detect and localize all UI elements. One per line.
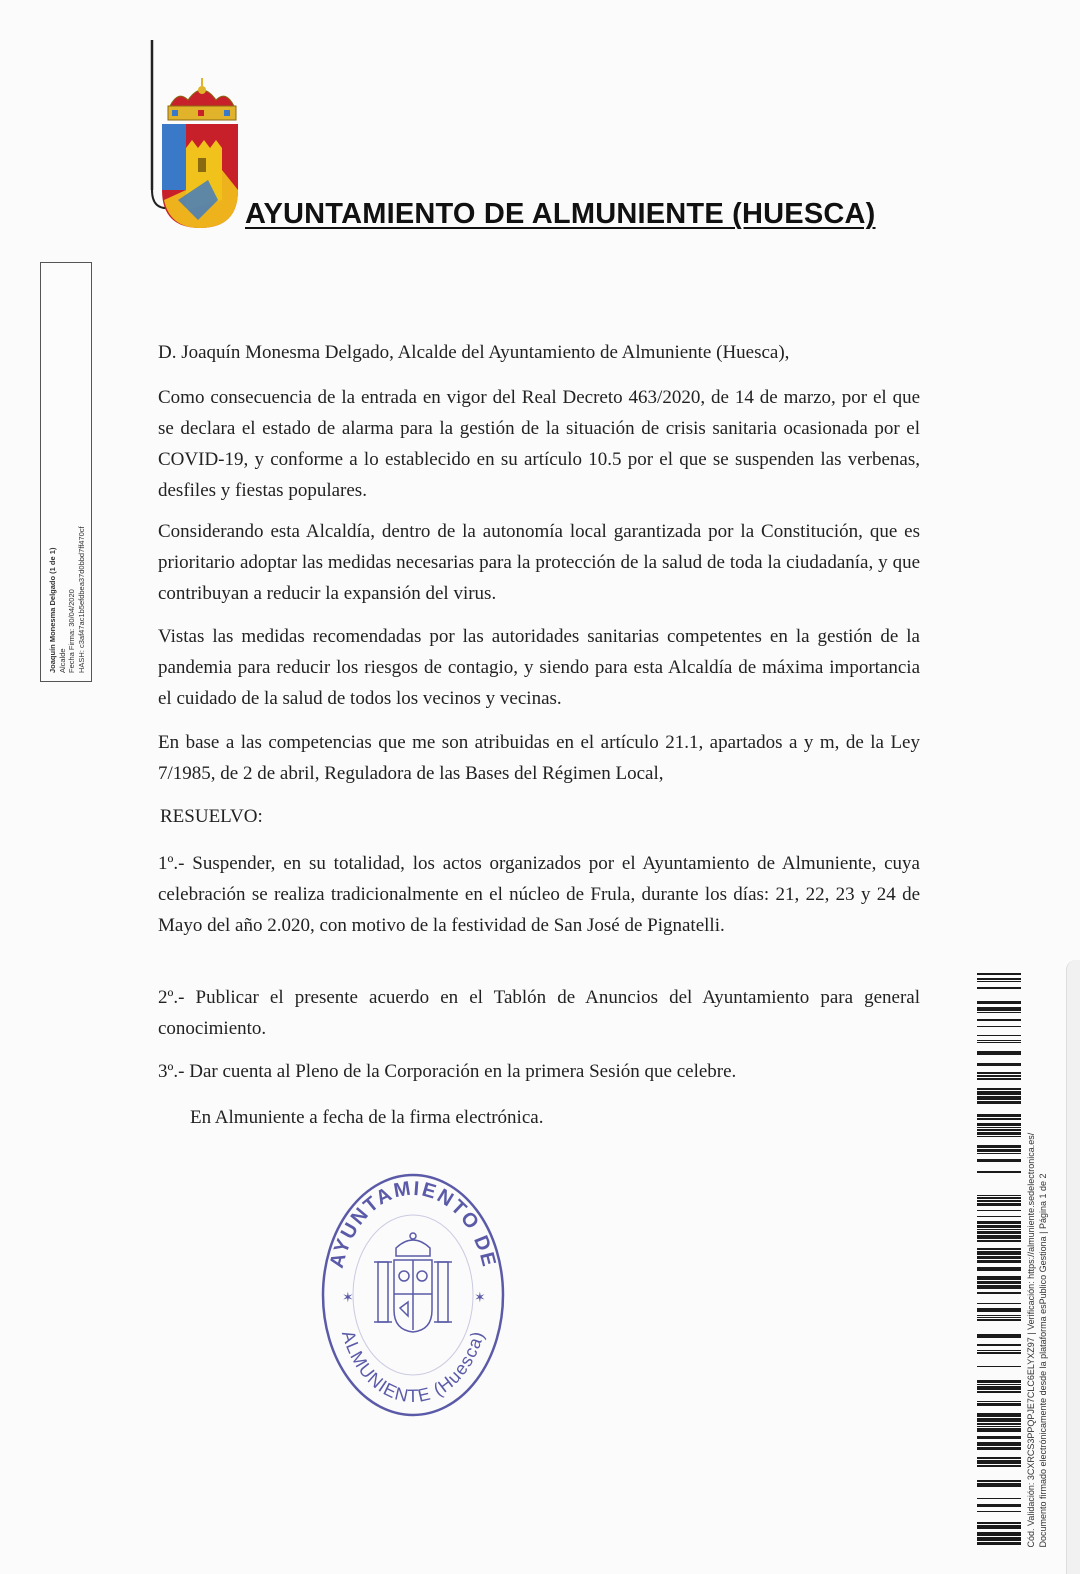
- resolution-item-3: 3º.- Dar cuenta al Pleno de la Corporación en la primera Sesión que celebre.: [158, 1061, 737, 1082]
- barcode: [977, 973, 1021, 1548]
- paragraph-competences: En base a las competencias que me son atribuidas en el artículo 21.1, apartados a y m, de la Ley 7/1985, de 2 de abril, Reguladora de las Bases del Régimen Local,: [158, 732, 920, 784]
- intro-paragraph: D. Joaquín Monesma Delgado, Alcalde del Ayuntamiento de Almuniente (Huesca),: [158, 342, 790, 363]
- resolution-heading: RESUELVO:: [160, 806, 263, 827]
- official-stamp: [318, 1170, 508, 1420]
- signer-name: Joaquín Monesma Delgado (1 de 1): [48, 547, 57, 673]
- paragraph-considering: Considerando esta Alcaldía, dentro de la autonomía local garantizada por la Constitución, que es prioritario adoptar las medidas necesarias para la protección de la salud de toda la ciudadanía, y que contribuyan a reducir la expansión del virus.: [158, 521, 920, 604]
- coat-of-arms-logo: [148, 40, 248, 240]
- page-title: AYUNTAMIENTO DE ALMUNIENTE (HUESCA): [245, 198, 876, 230]
- validation-text: [1025, 973, 1049, 1548]
- validation-platform: Documento firmado electrónicamente desde la plataforma esPublico Gestiona | Página 1 de 2: [1038, 1173, 1048, 1548]
- resolution-item-2: 2º.- Publicar el presente acuerdo en el Tablón de Anuncios del Ayuntamiento para general conocimiento.: [158, 987, 920, 1039]
- svg-text:ALMUNIENTE (Huesca): [338, 1328, 488, 1406]
- closing-line: En Almuniente a fecha de la firma electrónica.: [190, 1107, 544, 1128]
- spain-coat-of-arms-icon: [374, 1233, 452, 1332]
- svg-text:✶: ✶: [474, 1290, 486, 1306]
- paragraph-measures: Vistas las medidas recomendadas por las autoridades sanitarias competentes en la gestión de la pandemia para reducir los riesgos de contagio, y siendo para esta Alcaldía de máxima importancia el cuidado de la salud de todos los vecinos y vecinas.: [158, 626, 920, 709]
- page-edge: [1066, 960, 1080, 1574]
- signature-box: [40, 262, 92, 682]
- signature-date: Fecha Firma: 30/04/2020: [67, 589, 76, 673]
- stamp-bottom-text: ALMUNIENTE (Huesca): [337, 1328, 488, 1407]
- stamp-top-text: AYUNTAMIENTO DE: [325, 1177, 501, 1271]
- signer-role: Alcalde: [57, 648, 67, 673]
- signature-text: [48, 273, 86, 673]
- resolution-item-1: 1º.- Suspender, en su totalidad, los actos organizados por el Ayuntamiento de Almuniente, cuya celebración se realiza tradicionalmente en el núcleo de Frula, durante los días: 21, 22, 23 y 24 de Mayo del año 2.020, con motivo de la festividad de San José de Pignatelli.: [158, 853, 920, 936]
- signature-hash: HASH: c3af47ac1b5efdbea37d0bbd7ff470cf: [76, 526, 86, 673]
- validation-code: Cód. Validación: 3CXRCS3PPQPJE7CLC6ELYXZ97 | Verificación: https://almuniente.sedelectronica.es/: [1026, 1132, 1036, 1548]
- svg-text:✶: ✶: [342, 1290, 354, 1306]
- paragraph-decree: Como consecuencia de la entrada en vigor del Real Decreto 463/2020, de 14 de marzo, por el que se declara el estado de alarma para la gestión de la situación de crisis sanitaria ocasionada por el COVID-19, y conforme a lo establecido en su artículo 10.5 por el que se suspenden las verbenas, desfiles y fiestas populares.: [158, 387, 920, 501]
